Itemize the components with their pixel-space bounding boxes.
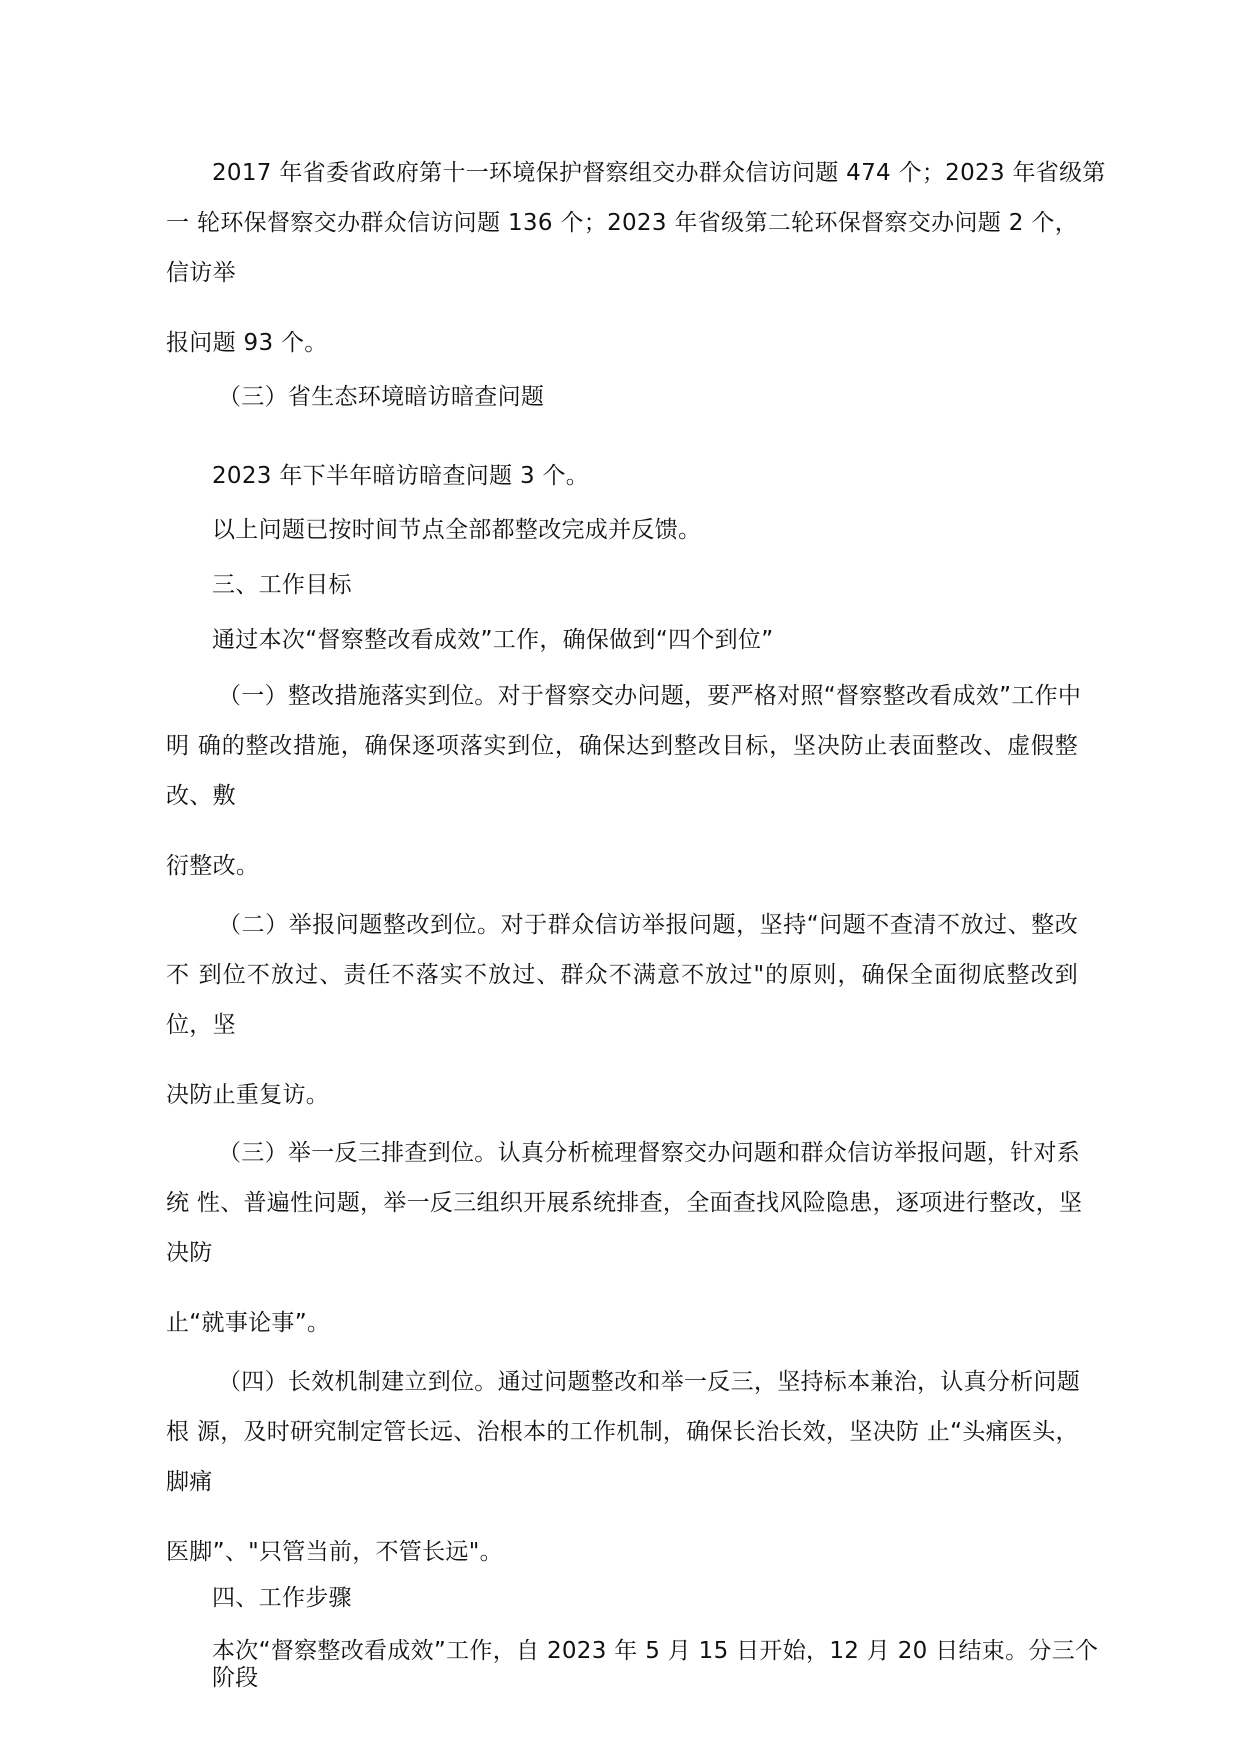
paragraph-line: 统 性、普遍性问题，举一反三组织开展系统排查，全面查找风险隐患，逐项进行整改，坚: [166, 1190, 1083, 1216]
paragraph-line: 明 确的整改措施，确保逐项落实到位，确保达到整改目标，坚决防止表面整改、虚假整: [166, 733, 1078, 759]
paragraph-line: （一）整改措施落实到位。对于督察交办问题，要严格对照“督察整改看成效”工作中: [218, 683, 1082, 709]
paragraph-line: （四）长效机制建立到位。通过问题整改和举一反三，坚持标本兼治，认真分析问题: [218, 1369, 1081, 1395]
paragraph-line: 本次“督察整改看成效”工作，自 2023 年 5 月 15 日开始，12 月 20 日结束。分三个: [212, 1638, 1099, 1664]
paragraph-line: 衍整改。: [166, 853, 260, 879]
paragraph-line: 止“就事论事”。: [166, 1310, 331, 1336]
paragraph-line: 2017 年省委省政府第十一环境保护督察组交办群众信访问题 474 个；2023 年省级第: [212, 160, 1106, 186]
paragraph-line: 阶段: [212, 1665, 259, 1691]
paragraph-line: 医脚”、"只管当前，不管长远"。: [166, 1539, 503, 1565]
paragraph-line: 决防止重复访。: [166, 1082, 330, 1108]
paragraph-line: 改、敷: [166, 783, 236, 809]
section-heading: （三）省生态环境暗访暗查问题: [218, 384, 545, 410]
paragraph-line: 决防: [166, 1240, 213, 1266]
paragraph-line: 信访举: [166, 260, 236, 286]
paragraph-line: 2023 年下半年暗访暗查问题 3 个。: [212, 463, 590, 489]
paragraph-line: 根 源，及时研究制定管长远、治根本的工作机制，确保长治长效，坚决防 止“头痛医头，: [166, 1419, 1079, 1445]
paragraph-line: （三）举一反三排查到位。认真分析梳理督察交办问题和群众信访举报问题，针对系: [218, 1140, 1081, 1166]
paragraph-line: 位，坚: [166, 1012, 236, 1038]
paragraph-line: 通过本次“督察整改看成效”工作，确保做到“四个到位”: [212, 627, 774, 653]
paragraph-line: 报问题 93 个。: [166, 330, 328, 356]
section-heading: 三、工作目标: [212, 572, 352, 598]
section-heading: 四、工作步骤: [212, 1585, 352, 1611]
paragraph-line: （二）举报问题整改到位。对于群众信访举报问题，坚持“问题不查清不放过、整改: [218, 912, 1078, 938]
paragraph-line: 不 到位不放过、责任不落实不放过、群众不满意不放过"的原则，确保全面彻底整改到: [166, 962, 1078, 988]
paragraph-line: 一 轮环保督察交办群众信访问题 136 个；2023 年省级第二轮环保督察交办问题 2 个，: [166, 210, 1078, 236]
paragraph-line: 以上问题已按时间节点全部都整改完成并反馈。: [212, 517, 702, 543]
paragraph-line: 脚痛: [166, 1469, 213, 1495]
